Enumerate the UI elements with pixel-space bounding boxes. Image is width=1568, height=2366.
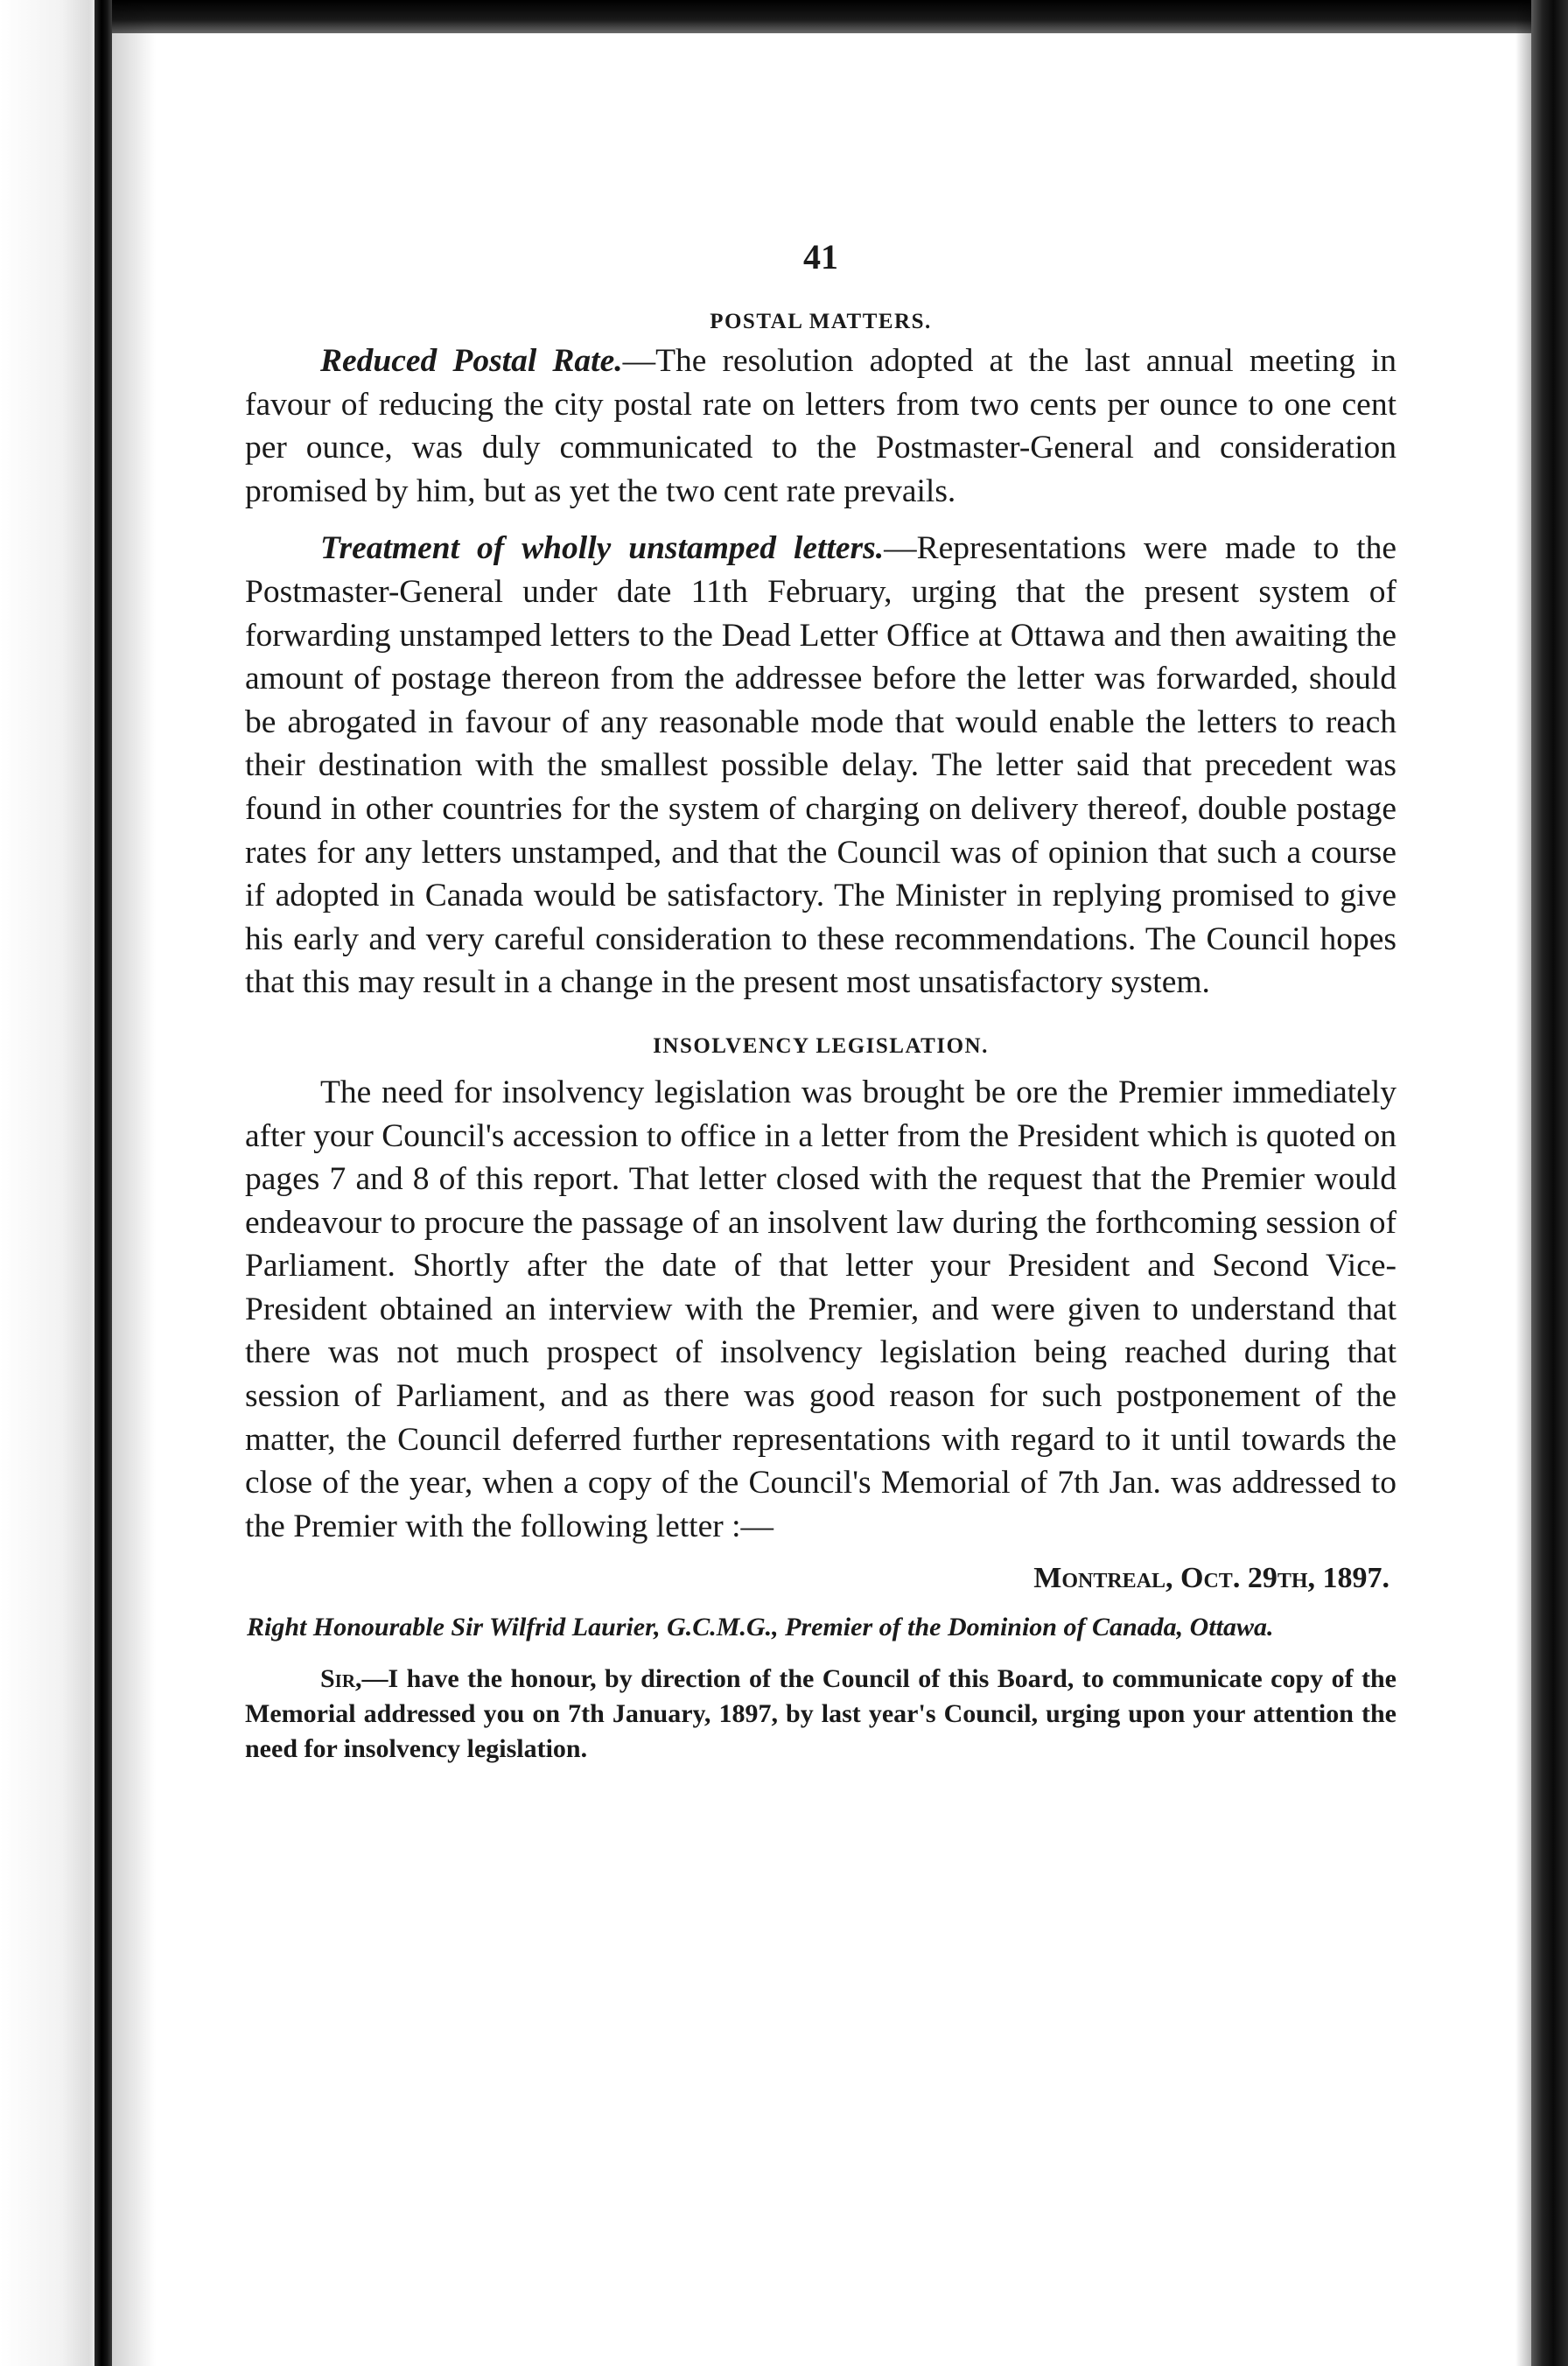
letter-addressee: Right Honourable Sir Wilfrid Laurier, G.C.M.G., Premier of the Dominion of Canada, Ottawa. (247, 1613, 1274, 1642)
paragraph-text: —Representations were made to the Postmaster-General under date 11th February, urging that the present system of forwarding unstamped letters to the Dead Letter Office at Ottawa and then awaiting the amount of postage thereon from the addressee before the letter was forwarded, should be abrogated in favour of any reasonable mode that would enable the letters to reach their destination with the smallest possible delay. The letter said that precedent was found in other countries for the system of charging on delivery thereof, double postage rates for any letters unstamped, and that the Council was of opinion that such a course if adopted in Canada would be satisfactory. The Minister in replying promised to give his early and very careful consideration to these recommendations. The Council hopes that this may result in a change in the present most unsatisfactory system. (245, 530, 1396, 1001)
run-in-heading: Reduced Postal Rate. (320, 343, 623, 379)
paragraph-insolvency: The need for insolvency legislation was brought be ore the Premier immediately after your Council's accession to office in a letter from the President which is quoted on pages 7 and 8 of this report. That letter closed with the request that the Premier would endeavour to procure the passage of an insolvent law during the forthcoming session of Parliament. Shortly after the date of that letter your President and Second Vice-President obtained an interview with the Premier, and were given to understand that there was not much prospect of insolvency legislation being reached during that session of Parliament, and as there was good reason for such postponement of the matter, the Council deferred further representations with regard to it until towards the close of the year, when a copy of the Council's Memorial of 7th Jan. was addressed to the Premier with the following letter :— (245, 1074, 1396, 1544)
scan-left-margin (0, 0, 103, 2366)
gutter-shadow (112, 0, 156, 2366)
paragraph-text: —The resolution adopted at the last annual meeting in favour of reducing the city postal rate on letters from two cents per ounce to one cent per ounce, was duly communicated to the Postmaster-General and consideration promised by him, but as yet the two cent rate prevails. (245, 343, 1396, 509)
paragraph-reduced-postal-rate (245, 340, 1396, 513)
letter-body (245, 1662, 1396, 1767)
letter-salutation: Sir, (320, 1664, 362, 1694)
document-page (245, 219, 1396, 1767)
paragraph-unstamped-letters (245, 527, 1396, 1004)
page-edge-shadow (1516, 0, 1531, 2366)
section-heading-postal-matters: POSTAL MATTERS. (710, 310, 932, 333)
letter-dateline: Montreal, Oct. 29th, 1897. (1033, 1562, 1390, 1595)
page-number: 41 (803, 237, 838, 276)
scan-top-border (0, 0, 1568, 33)
run-in-heading: Treatment of wholly unstamped letters. (320, 530, 885, 567)
book-spine-shadow (94, 0, 112, 2366)
letter-text: —I have the honour, by direction of the Council of this Board, to communicate copy of the Memorial addressed you on 7th January, 1897, by last year's Council, urging upon your attention the need for insolvency legislation. (245, 1664, 1396, 1764)
scan-right-border (1531, 0, 1568, 2366)
section-heading-insolvency-legislation: INSOLVENCY LEGISLATION. (653, 1033, 989, 1058)
